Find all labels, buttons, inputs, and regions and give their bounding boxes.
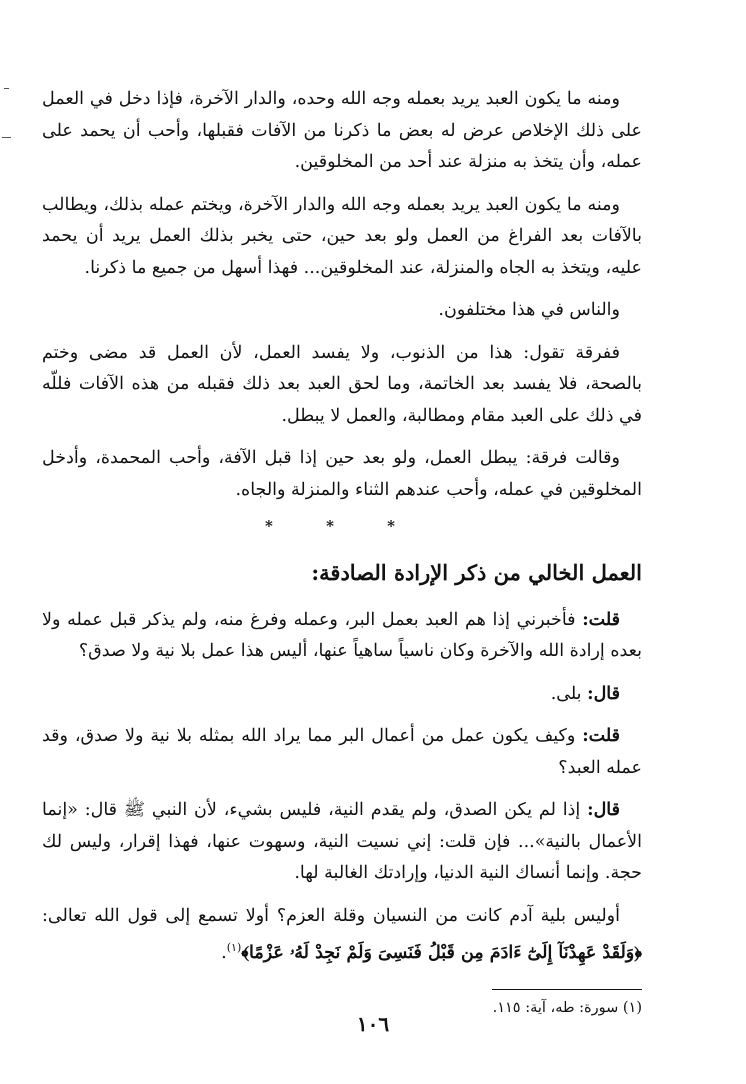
footnote-divider bbox=[492, 989, 642, 990]
footnote: (١) سورة: طه، آية: ١١٥. bbox=[492, 1000, 642, 1017]
section-separator: * * * bbox=[265, 517, 419, 535]
speaker-label: قلت: bbox=[582, 609, 620, 630]
closing-text: أوليس بلية آدم كانت من النسيان وقلة العزم؟ أولا تسمع إلى قول الله تعالى: bbox=[42, 905, 620, 926]
dialogue-answer-1 bbox=[42, 679, 642, 711]
section-heading: العمل الخالي من ذكر الإرادة الصادقة: bbox=[311, 560, 642, 585]
dialogue-question-1 bbox=[42, 605, 642, 668]
dialogue-text: فأخبرني إذا هم العبد بعمل البر، وعمله وفرغ منه، ولم يذكر قبل عمله ولا بعده إرادة الله والآخرة وكان ناسياً ساهياً عنها، أليس هذا عمل بلا نية ولا صدق؟ bbox=[42, 609, 642, 661]
dialogue-text: وكيف يكون عمل من أعمال البر مما يراد الله بمثله بلا نية ولا صدق، وقد عمله العبد؟ bbox=[42, 726, 642, 778]
speaker-label: قال: bbox=[587, 800, 620, 820]
quran-verse: ﴿وَلَقَدْ عَهِدْنَآ إِلَىٰٓ ءَادَمَ مِن قَبْلُ فَنَسِىَ وَلَمْ نَجِدْ لَهُۥ عَزْمًا﴾ bbox=[241, 942, 642, 963]
footnote-reference: (١) bbox=[226, 941, 242, 954]
page-number: ١٠٦ bbox=[356, 1012, 390, 1036]
dialogue-text: إذا لم يكن الصدق، ولم يقدم النية، فليس بشيء، لأن النبي ﷺ قال: «إنما الأعمال بالنية»... فإن قلت: إني نسيت النية، وسهوت عنها، فهذا إقرار، وليس لك حجة. وإنما أنساك النية الدنيا، وإرادتك الغالبة لها. bbox=[42, 800, 642, 883]
speaker-label: قلت: bbox=[582, 726, 620, 746]
paragraph-1: ومنه ما يكون العبد يريد بعمله وجه الله وحده، والدار الآخرة، فإذا دخل في العمل على ذلك الإخلاص عرض له بعض ما ذكرنا من الآفات فقبلها، وأحب أن يحمد على عمله، وأن يتخذ به منزلة عند أحد من المخلوقين. bbox=[42, 89, 642, 172]
paragraph-5: وقالت فرقة: يبطل العمل، ولو بعد حين إذا قبل الآفة، وأحب المحمدة، وأدخل المخلوقين في عمله، وأحب عندهم الثناء والمنزلة والجاه. bbox=[42, 448, 642, 500]
dialogue-text: بلى. bbox=[550, 683, 588, 704]
closing-paragraph bbox=[42, 901, 642, 970]
scan-mark-left bbox=[4, 88, 9, 89]
paragraph-3: والناس في هذا مختلفون. bbox=[438, 300, 620, 320]
paragraph-2: ومنه ما يكون العبد يريد بعمله وجه الله والدار الآخرة، ويختم عمله بذلك، ويطالب بالآفات بعد الفراغ من العمل ولو بعد حين، حتى يخبر بذلك العمل يريد أن يحمد عليه، ويتخذ به الجاه والمنزلة، عند المخلوقين... فهذا أسهل من جميع ما ذكرنا. bbox=[42, 194, 642, 278]
dialogue-question-2 bbox=[42, 721, 642, 784]
paragraph-4: ففرقة تقول: هذا من الذنوب، ولا يفسد العمل، لأن العمل قد مضى وختم بالصحة، فلا يفسد بعد الخاتمة، وما لحق العبد بعد ذلك فقبله من هذه الآفات فللّه في ذلك على العبد مقام ومطالبة، والعمل لا يبطل. bbox=[42, 342, 642, 426]
closing-period: . bbox=[221, 942, 227, 963]
speaker-label: قال: bbox=[587, 683, 620, 704]
page-body bbox=[42, 84, 642, 1016]
dialogue-answer-2 bbox=[42, 795, 642, 890]
scan-mark-left-2 bbox=[2, 137, 11, 138]
